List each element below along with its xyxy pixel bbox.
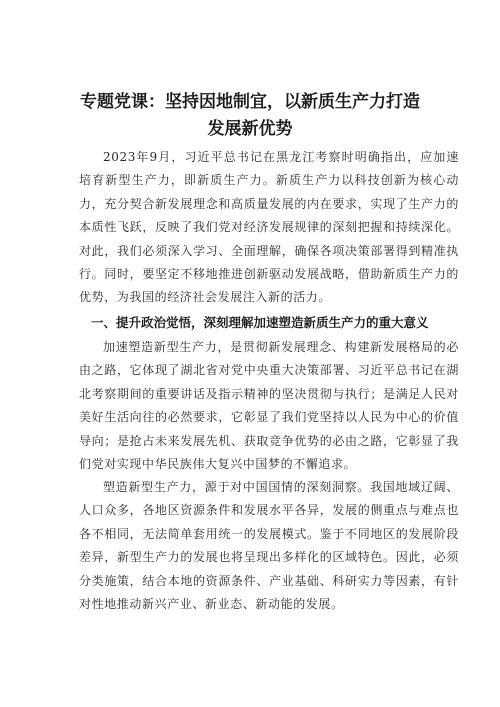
section-heading-1: 一、提升政治觉悟，深刻理解加速塑造新质生产力的重大意义: [91, 315, 429, 330]
document-title-line-2: 发展新优势: [207, 119, 293, 139]
section1-paragraph-1: 加速塑造新型生产力，是贯彻新发展理念、构建新发展格局的必由之路，它体现了湖北省对党中央重大决策部署、习近平总书记在湖北考察期间的重要讲话及指示精神的坚决贯彻与执行；是满足人民对美好生活向往的必然要求，它彰显了我们党坚持以人民为中心的价值导向；是抢占未来发展先机、获取竞争优势的必由之路，它彰显了我们党对实现中华民族伟大复兴中国梦的不懈追求。: [79, 340, 459, 472]
document-title-line-1: 专题党课：坚持因地制宜，以新质生产力打造: [80, 92, 420, 112]
intro-paragraph: 2023年9月，习近平总书记在黑龙江考察时明确指出，应加速培育新型生产力，即新质生产力。新质生产力以科技创新为核心动力，充分契合新发展理念和高质量发展的内在要求，实现了生产力的本质性飞跃，反映了我们党对经济发展规律的深刻把握和持续深化。对此，我们必须深入学习、全面理解，确保各项决策部署得到精准执行。同时，要坚定不移地推进创新驱动发展战略，借助新质生产力的优势，为我国的经济社会发展注入新的活力。: [79, 150, 459, 305]
section1-paragraph-2: 塑造新型生产力，源于对中国国情的深刻洞察。我国地域辽阔、人口众多，各地区资源条件和发展水平各异，发展的侧重点与难点也各不相同，无法简单套用统一的发展模式。鉴于不同地区的发展阶段差异，新型生产力的发展也将呈现出多样化的区域特色。因此，必须分类施策，结合本地的资源条件、产业基础、科研实力等因素，有针对性地推动新兴产业、新业态、新动能的发展。: [79, 480, 459, 612]
